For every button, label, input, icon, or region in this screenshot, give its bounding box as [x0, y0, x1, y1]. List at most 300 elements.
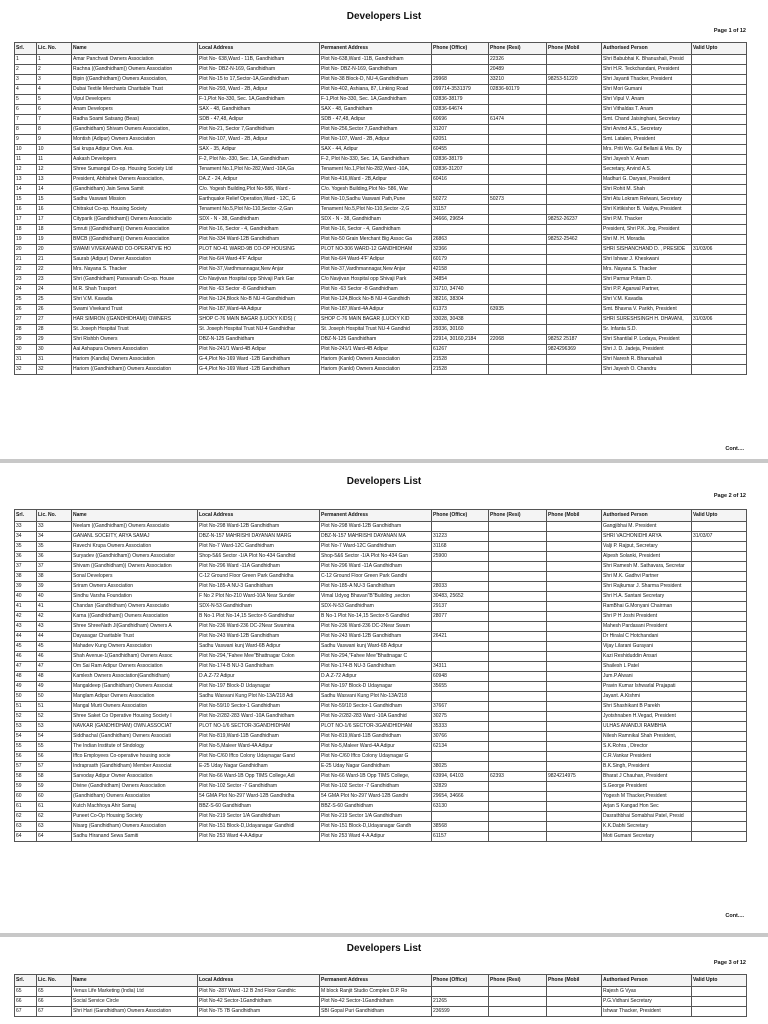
table-cell: 32366: [432, 245, 489, 255]
table-cell: PLOT NO-306 WARD-12 GANDHIDHAM: [320, 245, 432, 255]
table-cell: 10: [15, 145, 37, 155]
table-cell: Sadhu Vaswani Mission: [72, 195, 198, 205]
table-cell: RamBhai G.Monyani Chairman: [602, 602, 692, 612]
table-cell: [547, 295, 602, 305]
table-cell: [692, 712, 747, 722]
table-cell: Shri Vithaldas T. Anam: [602, 105, 692, 115]
table-cell: Sonal Developers: [72, 572, 198, 582]
table-row: [15, 1007, 747, 1017]
table-row: [15, 365, 747, 375]
table-cell: Aai Ashapura Owners Association: [72, 345, 198, 355]
table-cell: Venus Life Marketing (India) Ltd: [72, 987, 198, 997]
table-row: [15, 722, 747, 732]
table-cell: [547, 185, 602, 195]
table-cell: [547, 365, 602, 375]
table-cell: Shri M. H. Moradia: [602, 235, 692, 245]
table-cell: 33028, 30438: [432, 315, 489, 325]
table-cell: Hariom (Kandla) Owners Association: [72, 355, 198, 365]
table-cell: 48: [37, 672, 72, 682]
table-cell: [489, 652, 547, 662]
table-cell: Plot No-2/282-283 Ward -10A Gandhid: [320, 712, 432, 722]
table-cell: 54 GMA Plot No-297 Ward-12B Gandhidha: [198, 792, 320, 802]
table-cell: Plot No-416,Ward - 2B,Adipur: [320, 175, 432, 185]
table-cell: [692, 235, 747, 245]
table-cell: 12: [37, 165, 72, 175]
table-cell: Plot No-185-A NU-3 Gandhidham: [198, 582, 320, 592]
table-cell: [489, 582, 547, 592]
table-cell: [692, 582, 747, 592]
table-cell: [547, 652, 602, 662]
table-cell: Shri Mori Gumani: [602, 85, 692, 95]
table-cell: E-25 Uday Nagar Gandhidham: [320, 762, 432, 772]
table-cell: E-25 Uday Nagar Gandhidham: [198, 762, 320, 772]
table-cell: 29: [37, 335, 72, 345]
table-cell: [489, 702, 547, 712]
table-cell: C-12 Ground Floor Green Park Gandhi: [320, 572, 432, 582]
table-cell: [692, 562, 747, 572]
table-cell: Amar Panchvati Owners Association: [72, 55, 198, 65]
table-cell: Plot No- 638,Ward - 11B, Gandhidham: [198, 55, 320, 65]
table-cell: SDX - N - 38, Gandhidham: [320, 215, 432, 225]
table-cell: Plot No-6/4 Ward-4'F' Adipur: [198, 255, 320, 265]
column-header: Phone (Mobil: [547, 510, 602, 522]
table-cell: 98252-26237: [547, 215, 602, 225]
table-cell: Tenament No.5,Plot No-110,Sector -2,Gan: [198, 205, 320, 215]
table-row: [15, 582, 747, 592]
page-number: Page 2 of 12: [713, 493, 746, 499]
table-cell: 54: [15, 732, 37, 742]
table-cell: Plot No-298 Ward-12B Gandhidham: [320, 522, 432, 532]
table-cell: [489, 662, 547, 672]
table-cell: Sindhu Varsha Foundation: [72, 592, 198, 602]
table-cell: [547, 265, 602, 275]
table-cell: Shri Jayesh O. Chandru: [602, 365, 692, 375]
table-cell: 45: [15, 642, 37, 652]
table-cell: Plot No-236 Ward-236 DC-2Near Swam: [320, 622, 432, 632]
table-cell: Mrs. Nayana S. Thacker: [602, 265, 692, 275]
table-row: [15, 55, 747, 65]
developers-table: [14, 509, 747, 842]
table-cell: 35: [15, 542, 37, 552]
table-cell: Plot No- DBZ-N-169, Gandhidham: [198, 65, 320, 75]
table-cell: [547, 275, 602, 285]
table-cell: [547, 105, 602, 115]
table-cell: [547, 752, 602, 762]
table-cell: [489, 682, 547, 692]
table-cell: Plot No-151 Block-D,Udayanagar Gandh: [320, 822, 432, 832]
table-cell: Vipul Developers: [72, 95, 198, 105]
table-cell: Tenament No.5,Plot No-110,Sector -2,G: [320, 205, 432, 215]
table-cell: Karna ((Gandhidham)) Owners Association: [72, 612, 198, 622]
table-cell: Hariom (Kanld) Owners Association: [320, 355, 432, 365]
table-cell: [547, 742, 602, 752]
table-cell: SWAMI VIVEKANAND CO-OPERATVIE HO: [72, 245, 198, 255]
table-cell: 44: [37, 632, 72, 642]
table-cell: Shri V.M. Kavadia: [602, 295, 692, 305]
column-header: Local Address: [198, 510, 320, 522]
table-row: [15, 552, 747, 562]
table-cell: 16: [15, 205, 37, 215]
table-cell: [547, 315, 602, 325]
table-cell: Shri Rishbh Owners: [72, 335, 198, 345]
table-cell: Shree ShreeNath Ji(Gandhidham) Owners A: [72, 622, 198, 632]
table-cell: [547, 782, 602, 792]
table-cell: [489, 95, 547, 105]
table-cell: 50272: [432, 195, 489, 205]
table-cell: 2: [15, 65, 37, 75]
table-cell: 51: [15, 702, 37, 712]
table-cell: [489, 692, 547, 702]
table-cell: Plot No-66 Ward-1B Opp TIMS College,Adi: [198, 772, 320, 782]
table-cell: Shri P.P. Agarwal Partner,: [602, 285, 692, 295]
table-cell: [489, 325, 547, 335]
table-cell: [489, 622, 547, 632]
table-cell: [692, 652, 747, 662]
table-cell: 62134: [432, 742, 489, 752]
table-cell: Plot No-5,Maleer Ward-4A Adipur: [198, 742, 320, 752]
table-cell: 9: [15, 135, 37, 145]
table-cell: Alpesh Solanki, President: [602, 552, 692, 562]
table-cell: SDX - N - 38, Gandhidham: [198, 215, 320, 225]
table-cell: F-2, Plot No.-330, Sec. 1A, Gandhidham: [198, 155, 320, 165]
table-row: [15, 345, 747, 355]
table-row: [15, 812, 747, 822]
page-number: Page 1 of 12: [713, 28, 746, 34]
table-cell: [489, 572, 547, 582]
table-cell: Plot No-819,Ward-11B Gandhidham: [198, 732, 320, 742]
table-cell: 12: [15, 165, 37, 175]
table-cell: Aakash Developers: [72, 155, 198, 165]
table-cell: Plot No-294,"Fahee Mee"Bhattnagar Colon: [198, 652, 320, 662]
table-cell: Kazi Reshiduddin Ansari: [602, 652, 692, 662]
table-cell: Sriram Owners Association: [72, 582, 198, 592]
table-cell: [489, 265, 547, 275]
table-cell: 28: [15, 325, 37, 335]
table-cell: [547, 662, 602, 672]
table-cell: Dayasagar Charitable Trust: [72, 632, 198, 642]
table-cell: [692, 722, 747, 732]
table-cell: Shri Jayesh V. Anam: [602, 155, 692, 165]
table-cell: [432, 692, 489, 702]
table-cell: Jayant. A.Kishmi: [602, 692, 692, 702]
table-cell: Shri P.M. Thacker: [602, 215, 692, 225]
table-cell: [547, 125, 602, 135]
table-row: [15, 712, 747, 722]
table-cell: 50: [37, 692, 72, 702]
table-cell: [692, 165, 747, 175]
table-cell: [692, 105, 747, 115]
column-header: Srl.: [15, 43, 37, 55]
table-cell: Plot No-42 Sector-1Gandhidham: [320, 997, 432, 1007]
table-cell: Shri Parmar Pritam D.: [602, 275, 692, 285]
table-cell: NAVKAR (GANDHIDHAM) OWN.ASSOCIAT: [72, 722, 198, 732]
table-cell: [432, 522, 489, 532]
table-cell: Mrs. Priti Wo. Gul Bellani & Mrs. Dy: [602, 145, 692, 155]
table-cell: 11: [37, 155, 72, 165]
table-cell: [489, 255, 547, 265]
table-cell: Sadhu Vaswani kunj Ward-6B Adipur: [320, 642, 432, 652]
table-cell: PLOT NO-1/6 SECTOR-3GANDHIDHAM: [320, 722, 432, 732]
table-cell: [489, 245, 547, 255]
table-cell: Shri Kirtikishor B. Vaidya, President: [602, 205, 692, 215]
table-cell: [547, 642, 602, 652]
table-cell: Shri Hari (Gandhidham) Owners Association: [72, 1007, 198, 1017]
table-cell: B No-1 Plot No-14,15 Sector-5 Gandhid: [320, 612, 432, 622]
table-cell: 29654, 34666: [432, 792, 489, 802]
table-cell: 13: [15, 175, 37, 185]
table-cell: 31/03/07: [692, 532, 747, 542]
table-cell: Sarvoday Adipur Owner Association: [72, 772, 198, 782]
table-cell: Shop-5&6 Sector -1/A Plot No-434 Gandhid: [198, 552, 320, 562]
table-cell: Shop-5&6 Sector -1/A Plot No-434 Gan: [320, 552, 432, 562]
table-cell: 28: [37, 325, 72, 335]
table-row: [15, 662, 747, 672]
table-cell: Plot No-59/10 Sector-1 Gandhidham: [198, 702, 320, 712]
table-cell: Shri Vipul V. Anam: [602, 95, 692, 105]
table-row: [15, 997, 747, 1007]
table-cell: 49: [37, 682, 72, 692]
table-cell: 43: [37, 622, 72, 632]
table-cell: SHOP C-76 MAIN BAGAR (LUCKY KID: [320, 315, 432, 325]
table-cell: [489, 215, 547, 225]
table-cell: 47: [15, 662, 37, 672]
table-cell: [692, 225, 747, 235]
developers-table: [14, 974, 747, 1017]
table-row: [15, 572, 747, 582]
table-cell: 35: [37, 542, 72, 552]
table-cell: Plot No-2/282-283 Ward -10A Gandhidham: [198, 712, 320, 722]
table-cell: 46: [15, 652, 37, 662]
table-cell: 38: [37, 572, 72, 582]
table-cell: Plot No 253 Ward 4-A Adipur: [320, 832, 432, 842]
table-cell: [547, 255, 602, 265]
table-cell: Plot No-402, Ashiana, 87, Linking Road: [320, 85, 432, 95]
table-cell: 33: [37, 522, 72, 532]
table-cell: [489, 225, 547, 235]
table-cell: 37667: [432, 702, 489, 712]
table-cell: Plot No-243 Ward-12B Gandhidham: [320, 632, 432, 642]
table-cell: 42: [37, 612, 72, 622]
table-cell: Plot No-66 Ward-1B Opp TIMS College,: [320, 772, 432, 782]
table-cell: 31157: [432, 205, 489, 215]
table-cell: D.A.Z-72 Adipur: [198, 672, 320, 682]
table-cell: 19: [37, 235, 72, 245]
table-cell: Rachna ((Gandhidham)) Owners Association: [72, 65, 198, 75]
table-cell: (Gandhidham) Jain Sewa Samit: [72, 185, 198, 195]
table-cell: [692, 987, 747, 997]
column-header: Authorised Person: [602, 975, 692, 987]
table-row: [15, 175, 747, 185]
table-cell: 36: [37, 552, 72, 562]
table-cell: 44: [15, 632, 37, 642]
table-cell: Plot No-197 Block-D Udaynagar: [320, 682, 432, 692]
table-cell: Plot No-256,Sector 7,Gandhidham: [320, 125, 432, 135]
table-cell: Siddhachal (Gandhidham) Owners Associati: [72, 732, 198, 742]
table-header-row: [15, 975, 747, 987]
table-cell: [432, 562, 489, 572]
column-header: Phone (Resi): [489, 510, 547, 522]
table-cell: Plot No-219 Sector 1/A Gandhidham: [320, 812, 432, 822]
table-cell: [692, 592, 747, 602]
table-cell: 28033: [432, 582, 489, 592]
table-cell: Plot No -287 Ward -12 B 2nd Floor Gandhic: [198, 987, 320, 997]
table-cell: 62: [15, 812, 37, 822]
table-cell: Plot No-16, Sector - 4, Gandhidham: [198, 225, 320, 235]
table-cell: SAX - 48, Gandhidham: [198, 105, 320, 115]
table-cell: [489, 205, 547, 215]
table-cell: Ishwar Thacker, President: [602, 1007, 692, 1017]
table-cell: Shri Rohit M. Shah: [602, 185, 692, 195]
table-cell: 58: [37, 772, 72, 782]
table-cell: Plot No-102 Sector -7 Gandhidham: [198, 782, 320, 792]
table-cell: [489, 987, 547, 997]
table-cell: [489, 722, 547, 732]
table-cell: 47: [37, 662, 72, 672]
table-cell: [547, 205, 602, 215]
table-cell: [692, 275, 747, 285]
table-cell: 60179: [432, 255, 489, 265]
table-cell: 50: [15, 692, 37, 702]
table-cell: M block Ranjit Studio Complex D.P. Ro: [320, 987, 432, 997]
table-row: [15, 602, 747, 612]
column-header: Phone (Office): [432, 510, 489, 522]
table-cell: 52: [15, 712, 37, 722]
table-cell: D.A.Z-72 Adipur: [320, 672, 432, 682]
table-cell: Shree Sumangal Co-op. Housing Society Ltd: [72, 165, 198, 175]
table-cell: 58: [15, 772, 37, 782]
document-page-2: [0, 463, 768, 933]
table-cell: Shri Naresh R. Bhanushali: [602, 355, 692, 365]
table-cell: 21528: [432, 365, 489, 375]
table-cell: [692, 792, 747, 802]
table-cell: 98253-51220: [547, 75, 602, 85]
table-row: [15, 195, 747, 205]
table-cell: Smruti ((Gandhidham)) Owners Association: [72, 225, 198, 235]
table-cell: Plot No-38 Block-D, NU-4,Gandhidham: [320, 75, 432, 85]
table-cell: Secretary, Arvind A.S.: [602, 165, 692, 175]
table-cell: 3: [15, 75, 37, 85]
developers-table: [14, 42, 747, 375]
table-cell: Mahesh Pardasani President: [602, 622, 692, 632]
table-cell: [547, 325, 602, 335]
table-cell: Yogesh M Thacker,President: [602, 792, 692, 802]
table-cell: Plot No-296 Ward -11A Gandhidham: [320, 562, 432, 572]
table-cell: Plot No-243 Ward-12B Gandhidham: [198, 632, 320, 642]
table-cell: [489, 672, 547, 682]
table-cell: DA.Z - 24, Adipur: [198, 175, 320, 185]
table-cell: 32: [15, 365, 37, 375]
table-cell: [692, 365, 747, 375]
table-cell: P.G.Vidhani Secretary: [602, 997, 692, 1007]
table-cell: Smt. Chand Jaisinghani, Secretary: [602, 115, 692, 125]
column-header: Phone (Resi): [489, 975, 547, 987]
table-cell: [547, 802, 602, 812]
table-cell: [692, 135, 747, 145]
table-cell: 6: [37, 105, 72, 115]
table-cell: Plot No-37,Vardhmannagar,New Anjar: [198, 265, 320, 275]
table-cell: Plot No-174-B NU-3 Gandhidham: [320, 662, 432, 672]
table-cell: 30275: [432, 712, 489, 722]
table-cell: Neelam ((Gandhidham)) Owners Associatio: [72, 522, 198, 532]
table-cell: Moti Gumani Secretary: [602, 832, 692, 842]
table-cell: St. Joseph Hospital Trust: [72, 325, 198, 335]
table-cell: SDB - 47,48, Adipur: [320, 115, 432, 125]
table-cell: 39: [15, 582, 37, 592]
document-page-1: [0, 0, 768, 459]
table-cell: 61: [37, 802, 72, 812]
table-cell: 66: [37, 997, 72, 1007]
table-row: [15, 692, 747, 702]
table-cell: Dr Hiralal C Hotchandani: [602, 632, 692, 642]
table-cell: Plot No-236 Ward-236 DC-2Near Swamina: [198, 622, 320, 632]
table-cell: 67: [15, 1007, 37, 1017]
table-cell: 23: [37, 275, 72, 285]
table-cell: 22914, 30160,2184: [432, 335, 489, 345]
column-header: Authorised Person: [602, 43, 692, 55]
table-cell: Rajesh G Vyas: [602, 987, 692, 997]
table-cell: Kutch Machhoya Ahir Samaj: [72, 802, 198, 812]
table-row: [15, 335, 747, 345]
table-cell: 5: [37, 95, 72, 105]
table-cell: [692, 205, 747, 215]
table-cell: [432, 185, 489, 195]
table-cell: SAX - 48, Gandhidham: [320, 105, 432, 115]
column-header: Name: [72, 43, 198, 55]
table-cell: 8: [15, 125, 37, 135]
table-cell: Sadhu Hiranand Sewa Samiti: [72, 832, 198, 842]
table-cell: [547, 682, 602, 692]
table-cell: [489, 522, 547, 532]
table-cell: 9824296369: [547, 345, 602, 355]
table-cell: Plot No-107, Ward - 2B, Adipur: [198, 135, 320, 145]
table-cell: 62: [37, 812, 72, 822]
table-cell: [489, 165, 547, 175]
table-row: [15, 215, 747, 225]
table-cell: 02836-38179: [432, 95, 489, 105]
table-cell: 61474: [489, 115, 547, 125]
table-cell: 63: [15, 822, 37, 832]
table-cell: [489, 782, 547, 792]
table-cell: 64: [15, 832, 37, 842]
table-cell: 37: [15, 562, 37, 572]
table-cell: 38025: [432, 762, 489, 772]
table-cell: [489, 105, 547, 115]
table-cell: M.R. Shah Trasport: [72, 285, 198, 295]
table-row: [15, 295, 747, 305]
table-cell: [432, 572, 489, 582]
table-cell: 17: [37, 215, 72, 225]
table-cell: [692, 572, 747, 582]
table-cell: 21: [37, 255, 72, 265]
table-cell: Smt. Latalen, President: [602, 135, 692, 145]
table-cell: [547, 532, 602, 542]
table-cell: [489, 235, 547, 245]
table-cell: Shri V.M. Kavadia: [72, 295, 198, 305]
table-cell: [692, 542, 747, 552]
table-cell: HAR SIMRON ((GANDHIDHAM)) OWNERS: [72, 315, 198, 325]
table-cell: 32829: [432, 782, 489, 792]
table-cell: [489, 542, 547, 552]
table-row: [15, 682, 747, 692]
table-cell: 29968: [432, 75, 489, 85]
table-cell: Plot No-C/60 Iffco Colony Udaynagar Gand: [198, 752, 320, 762]
table-cell: Radha Soami Satsang (Beas): [72, 115, 198, 125]
table-cell: 60: [37, 792, 72, 802]
table-row: [15, 562, 747, 572]
table-cell: 28077: [432, 612, 489, 622]
table-cell: Shri J. D. Jadeja, President: [602, 345, 692, 355]
table-cell: [692, 822, 747, 832]
